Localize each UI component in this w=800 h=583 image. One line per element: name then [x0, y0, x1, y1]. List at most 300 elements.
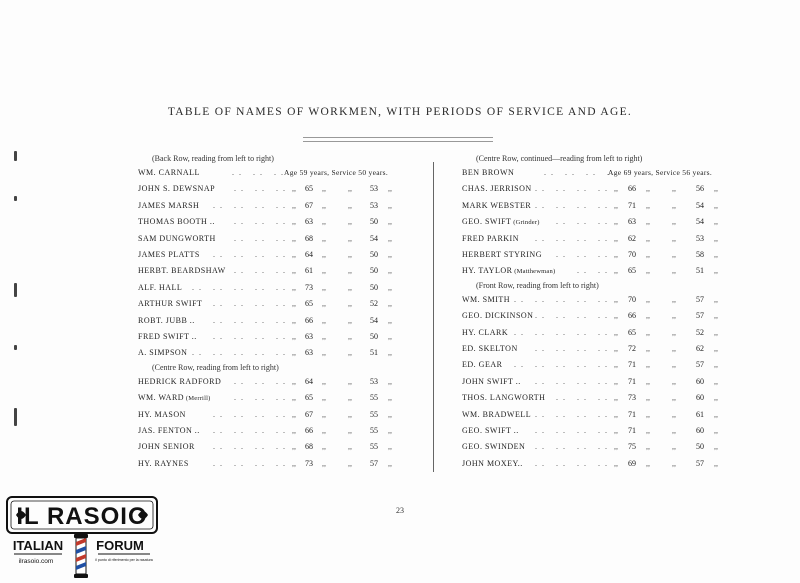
ditto-mark: ,, [388, 250, 392, 259]
leader-dots: .. .. .. .. [535, 426, 612, 435]
ditto-mark: ,, [646, 360, 650, 370]
ditto-mark: ,, [672, 360, 676, 370]
ditto-mark: ,, [672, 376, 676, 386]
barber-pole-icon [74, 534, 88, 578]
logo-title: IL RASOIO [16, 503, 148, 530]
table-row [138, 299, 418, 311]
worker-name: SAM DUNGWORTH [138, 233, 216, 243]
table-row [462, 295, 737, 307]
leader-dots: .. .. .. .. .. [192, 348, 290, 358]
age-value: 68 [305, 233, 313, 243]
ditto-mark: ,, [614, 409, 618, 419]
ditto-mark: ,, [292, 409, 296, 419]
worker-name: A. SIMPSON [138, 348, 188, 358]
service-value: 52 [696, 327, 704, 337]
ditto-mark: ,, [388, 315, 392, 325]
ditto-mark: ,, [388, 442, 392, 452]
service-value: 53 [370, 184, 378, 194]
logo-word-left: ITALIAN [12, 538, 64, 553]
ditto-mark: ,, [714, 426, 718, 435]
ditto-mark: ,, [292, 332, 296, 341]
table-row [462, 201, 737, 213]
ditto-mark: ,, [714, 393, 718, 403]
page-title: TABLE OF NAMES OF WORKMEN, WITH PERIODS OF SERVICE AND AGE. [167, 106, 633, 118]
ditto-mark: ,, [614, 393, 618, 403]
ditto-mark: ,, [646, 200, 650, 210]
ditto-mark: ,, [388, 184, 392, 194]
age-value: 65 [305, 184, 313, 194]
ditto-mark: ,, [714, 266, 718, 276]
service-value: 57 [696, 294, 704, 304]
age-value: 75 [628, 442, 636, 452]
ditto-mark: ,, [646, 442, 650, 452]
ditto-mark: ,, [646, 393, 650, 403]
service-value: 55 [370, 393, 378, 403]
worker-name: ROBT. JUBB .. [138, 315, 195, 325]
ditto-mark: ,, [672, 344, 676, 353]
ditto-mark: ,, [322, 282, 326, 292]
ditto-mark: ,, [646, 458, 650, 468]
ditto-mark: ,, [348, 315, 352, 325]
ditto-mark: ,, [614, 344, 618, 353]
ditto-mark: ,, [646, 327, 650, 337]
ditto-mark: ,, [714, 311, 718, 321]
table-row [462, 377, 737, 389]
ditto-mark: ,, [322, 376, 326, 386]
service-value: 60 [696, 426, 704, 435]
table-row [462, 168, 737, 180]
ditto-mark: ,, [348, 409, 352, 419]
ditto-mark: ,, [388, 376, 392, 386]
worker-name: ED. SKELTON [462, 344, 518, 353]
ditto-mark: ,, [388, 348, 392, 358]
ditto-mark: ,, [714, 200, 718, 210]
age-value: 65 [628, 327, 636, 337]
leader-dots: .. .. .. .. [535, 344, 612, 353]
leader-dots: .. .. .. .. [213, 442, 290, 452]
worker-name: FRED PARKIN [462, 233, 519, 243]
table-row [138, 250, 418, 262]
leader-dots: .. .. .. [234, 233, 290, 243]
service-value: 50 [370, 250, 378, 259]
leader-dots: .. .. .. .. [535, 458, 612, 468]
table-row [138, 332, 418, 344]
leader-dots: .. .. .. [232, 168, 288, 177]
table-row [138, 348, 418, 360]
ditto-mark: ,, [614, 184, 618, 194]
ditto-mark: ,, [348, 217, 352, 227]
ditto-mark: ,, [322, 409, 326, 419]
leader-dots: .. .. .. .. [535, 311, 612, 321]
service-value: 58 [696, 250, 704, 259]
worker-name: ALF. HALL [138, 282, 183, 292]
worker-name-note: (Grinder) [511, 219, 540, 227]
service-value: 60 [696, 376, 704, 386]
service-value: 62 [696, 344, 704, 353]
logo-url: ilrasoio.com [18, 558, 54, 565]
age-value: 64 [305, 376, 313, 386]
ditto-mark: ,, [388, 282, 392, 292]
worker-name: HY. RAYNES [138, 458, 189, 468]
ditto-mark: ,, [714, 294, 718, 304]
ditto-mark: ,, [388, 393, 392, 403]
table-row [138, 168, 418, 180]
ditto-mark: ,, [646, 344, 650, 353]
worker-name: JOHN MOXEY.. [462, 458, 523, 468]
ditto-mark: ,, [348, 200, 352, 210]
ditto-mark: ,, [322, 184, 326, 194]
service-value: 57 [696, 311, 704, 321]
service-value: 53 [370, 200, 378, 210]
table-row [462, 311, 737, 323]
ditto-mark: ,, [646, 184, 650, 194]
ditto-mark: ,, [614, 294, 618, 304]
ditto-mark: ,, [348, 250, 352, 259]
worker-name: JAS. FENTON .. [138, 426, 200, 435]
ditto-mark: ,, [714, 409, 718, 419]
age-value: 67 [305, 409, 313, 419]
worker-name: ED. GEAR [462, 360, 503, 370]
table-row [138, 283, 418, 295]
table-row [462, 393, 737, 405]
worker-name: MARK WEBSTER [462, 200, 532, 210]
leader-dots: .. .. .. [556, 393, 612, 403]
worker-name: HY. CLARK [462, 327, 509, 337]
ditto-mark: ,, [292, 299, 296, 309]
service-value: 57 [696, 458, 704, 468]
title-rule [303, 141, 493, 142]
ditto-mark: ,, [714, 233, 718, 243]
ditto-mark: ,, [348, 393, 352, 403]
ditto-mark: ,, [292, 376, 296, 386]
table-row [462, 426, 737, 438]
table-row [462, 328, 737, 340]
ditto-mark: ,, [714, 217, 718, 227]
leader-dots: .. .. .. .. [535, 409, 612, 419]
leader-dots: .. .. .. [556, 217, 612, 227]
service-value: 54 [370, 233, 378, 243]
ditto-mark: ,, [672, 217, 676, 227]
leader-dots: .. .. .. .. [213, 332, 290, 341]
ditto-mark: ,, [388, 233, 392, 243]
service-value: 57 [370, 458, 378, 468]
ditto-mark: ,, [292, 200, 296, 210]
ditto-mark: ,, [672, 409, 676, 419]
ditto-mark: ,, [348, 348, 352, 358]
ditto-mark: ,, [322, 299, 326, 309]
ditto-mark: ,, [672, 266, 676, 276]
table-row [138, 442, 418, 454]
table-row [138, 184, 418, 196]
ditto-mark: ,, [322, 233, 326, 243]
ditto-mark: ,, [348, 376, 352, 386]
table-row [462, 184, 737, 196]
leader-dots: .. .. .. .. [535, 442, 612, 452]
leader-dots: .. .. .. [234, 376, 290, 386]
worker-name: GEO. SWIFT (Grinder) [462, 217, 540, 227]
ditto-mark: ,, [322, 266, 326, 276]
section-heading: (Centre Row, continued—reading from left to right) [476, 154, 643, 163]
service-value: 55 [370, 409, 378, 419]
age-value: 71 [628, 409, 636, 419]
ditto-mark: ,, [388, 266, 392, 276]
ditto-mark: ,, [348, 458, 352, 468]
ditto-mark: ,, [614, 217, 618, 227]
worker-name: WM. BRADWELL [462, 409, 532, 419]
ditto-mark: ,, [322, 332, 326, 341]
age-value: 71 [628, 200, 636, 210]
ditto-mark: ,, [646, 217, 650, 227]
binding-mark [14, 151, 17, 161]
leader-dots: .. .. .. .. [213, 458, 290, 468]
age-value: 66 [628, 184, 636, 194]
ditto-mark: ,, [614, 442, 618, 452]
leader-dots: .. .. .. .. [535, 376, 612, 386]
ditto-mark: ,, [348, 332, 352, 341]
service-value: 50 [370, 266, 378, 276]
ditto-mark: ,, [292, 458, 296, 468]
ditto-mark: ,, [614, 266, 618, 276]
ditto-mark: ,, [714, 376, 718, 386]
ditto-mark: ,, [614, 426, 618, 435]
service-value: 53 [370, 376, 378, 386]
service-value: 50 [370, 332, 378, 341]
ditto-mark: ,, [646, 409, 650, 419]
section-heading: (Front Row, reading from left to right) [476, 280, 599, 290]
ditto-mark: ,, [646, 376, 650, 386]
ditto-mark: ,, [322, 426, 326, 435]
ditto-mark: ,, [388, 200, 392, 210]
worker-name: JAMES PLATTS [138, 250, 200, 259]
age-value: 63 [305, 332, 313, 341]
ditto-mark: ,, [614, 200, 618, 210]
leader-dots: .. .. .. .. [213, 250, 290, 259]
service-value: 52 [370, 299, 378, 309]
table-row [462, 442, 737, 454]
ditto-mark: ,, [714, 344, 718, 353]
age-value: 73 [305, 282, 313, 292]
ditto-mark: ,, [388, 409, 392, 419]
age-value: 71 [628, 426, 636, 435]
service-value: 56 [696, 184, 704, 194]
age-value: 72 [628, 344, 636, 353]
ditto-mark: ,, [322, 217, 326, 227]
ditto-mark: ,, [672, 442, 676, 452]
worker-name: HY. MASON [138, 409, 186, 419]
ditto-mark: ,, [322, 442, 326, 452]
ditto-mark: ,, [714, 327, 718, 337]
section-heading: (Back Row, reading from left to right) [152, 154, 274, 163]
worker-name: CHAS. JERRISON [462, 184, 532, 194]
ditto-mark: ,, [348, 184, 352, 194]
service-value: 54 [370, 315, 378, 325]
table-row [462, 217, 737, 229]
ditto-mark: ,, [614, 376, 618, 386]
ditto-mark: ,, [292, 184, 296, 194]
worker-name-note: (Merrill) [184, 395, 211, 403]
table-row [138, 459, 418, 471]
age-value: 65 [305, 393, 313, 403]
age-value: 70 [628, 294, 636, 304]
leader-dots: .. .. [577, 266, 612, 276]
ditto-mark: ,, [388, 299, 392, 309]
worker-name: HERBT. BEARDSHAW [138, 266, 226, 276]
ditto-mark: ,, [714, 360, 718, 370]
ditto-mark: ,, [614, 458, 618, 468]
leader-dots: .. .. .. .. .. [514, 360, 612, 370]
age-value: 70 [628, 250, 636, 259]
age-service-text: Age 69 years, Service 56 years. [608, 168, 713, 177]
leader-dots: .. .. .. .. [535, 233, 612, 243]
ditto-mark: ,, [672, 426, 676, 435]
service-value: 50 [370, 282, 378, 292]
service-value: 51 [696, 266, 704, 276]
age-value: 66 [305, 426, 313, 435]
service-value: 54 [696, 217, 704, 227]
worker-name: GEO. SWIFT .. [462, 426, 519, 435]
age-value: 64 [305, 250, 313, 259]
ditto-mark: ,, [672, 184, 676, 194]
ditto-mark: ,, [614, 360, 618, 370]
service-value: 61 [696, 409, 704, 419]
worker-name: HEDRICK RADFORD [138, 376, 222, 386]
ditto-mark: ,, [646, 294, 650, 304]
service-value: 60 [696, 393, 704, 403]
leader-dots: .. .. .. [234, 184, 290, 194]
ditto-mark: ,, [672, 458, 676, 468]
ditto-mark: ,, [348, 426, 352, 435]
worker-name: GEO. DICKINSON [462, 311, 534, 321]
worker-name: WM. WARD (Merrill) [138, 393, 211, 403]
binding-mark [14, 408, 17, 426]
ditto-mark: ,, [292, 266, 296, 276]
service-value: 55 [370, 442, 378, 452]
ditto-mark: ,, [292, 393, 296, 403]
worker-name: ARTHUR SWIFT [138, 299, 203, 309]
service-value: 57 [696, 360, 704, 370]
age-value: 68 [305, 442, 313, 452]
table-row [138, 201, 418, 213]
binding-mark [14, 196, 17, 201]
ditto-mark: ,, [322, 250, 326, 259]
service-value: 50 [370, 217, 378, 227]
il-rasoio-logo [4, 494, 160, 580]
leader-dots: .. .. .. .. .. [514, 327, 612, 337]
table-row [462, 344, 737, 356]
binding-mark [14, 283, 17, 297]
table-row [138, 266, 418, 278]
age-value: 73 [628, 393, 636, 403]
worker-name: JOHN SWIFT .. [462, 376, 521, 386]
ditto-mark: ,, [646, 311, 650, 321]
title-rule [303, 137, 493, 138]
ditto-mark: ,, [714, 184, 718, 194]
ditto-mark: ,, [292, 442, 296, 452]
service-value: 53 [696, 233, 704, 243]
ditto-mark: ,, [322, 315, 326, 325]
ditto-mark: ,, [646, 233, 650, 243]
worker-name: JOHN SENIOR [138, 442, 195, 452]
table-row [138, 393, 418, 405]
ditto-mark: ,, [614, 327, 618, 337]
leader-dots: .. .. .. [234, 393, 290, 403]
ditto-mark: ,, [672, 250, 676, 259]
worker-name: WM. CARNALL [138, 168, 200, 177]
ditto-mark: ,, [714, 250, 718, 259]
ditto-mark: ,, [672, 311, 676, 321]
ditto-mark: ,, [348, 282, 352, 292]
leader-dots: .. .. .. .. [213, 315, 290, 325]
ditto-mark: ,, [646, 250, 650, 259]
ditto-mark: ,, [714, 458, 718, 468]
ditto-mark: ,, [614, 311, 618, 321]
ditto-mark: ,, [672, 233, 676, 243]
age-value: 71 [628, 360, 636, 370]
table-row [138, 316, 418, 328]
worker-name: HY. TAYLOR (Matthewman) [462, 266, 556, 276]
ditto-mark: ,, [322, 200, 326, 210]
service-value: 51 [370, 348, 378, 358]
worker-name: GEO. SWINDEN [462, 442, 526, 452]
ditto-mark: ,, [672, 327, 676, 337]
leader-dots: .. .. .. .. [213, 200, 290, 210]
leader-dots: .. .. .. .. [544, 168, 621, 177]
age-value: 73 [305, 458, 313, 468]
leader-dots: .. .. .. .. [535, 184, 612, 194]
worker-name: HERBERT STYRING [462, 250, 542, 259]
ditto-mark: ,, [646, 426, 650, 435]
ditto-mark: ,, [322, 348, 326, 358]
ditto-mark: ,, [646, 266, 650, 276]
ditto-mark: ,, [292, 233, 296, 243]
service-value: 55 [370, 426, 378, 435]
table-row [462, 266, 737, 278]
age-value: 63 [628, 217, 636, 227]
logo-tagline: il punto di riferimento per la rasatura [95, 558, 153, 562]
ditto-mark: ,, [292, 250, 296, 259]
ditto-mark: ,, [322, 458, 326, 468]
leader-dots: .. .. .. [556, 250, 612, 259]
table-row [462, 234, 737, 246]
ditto-mark: ,, [672, 393, 676, 403]
leader-dots: .. .. .. .. [535, 200, 612, 210]
ditto-mark: ,, [292, 348, 296, 358]
table-row [138, 217, 418, 229]
ditto-mark: ,, [292, 426, 296, 435]
worker-name: BEN BROWN [462, 168, 515, 177]
table-row [462, 360, 737, 372]
worker-name: WM. SMITH [462, 294, 511, 304]
table-row [462, 410, 737, 422]
ditto-mark: ,, [292, 315, 296, 325]
worker-name: JAMES MARSH [138, 200, 200, 210]
age-value: 63 [305, 348, 313, 358]
ditto-mark: ,, [292, 217, 296, 227]
worker-name: JOHN S. DEWSNAP [138, 184, 216, 194]
worker-name: THOMAS BOOTH .. [138, 217, 215, 227]
ditto-mark: ,, [348, 442, 352, 452]
leader-dots: .. .. .. .. [213, 426, 290, 435]
worker-name-note: (Matthewman) [512, 268, 556, 276]
age-value: 69 [628, 458, 636, 468]
age-value: 62 [628, 233, 636, 243]
leader-dots: .. .. .. .. .. [514, 294, 612, 304]
ditto-mark: ,, [388, 458, 392, 468]
age-value: 71 [628, 376, 636, 386]
table-row [138, 377, 418, 389]
table-row [138, 234, 418, 246]
leader-dots: .. .. .. [234, 217, 290, 227]
